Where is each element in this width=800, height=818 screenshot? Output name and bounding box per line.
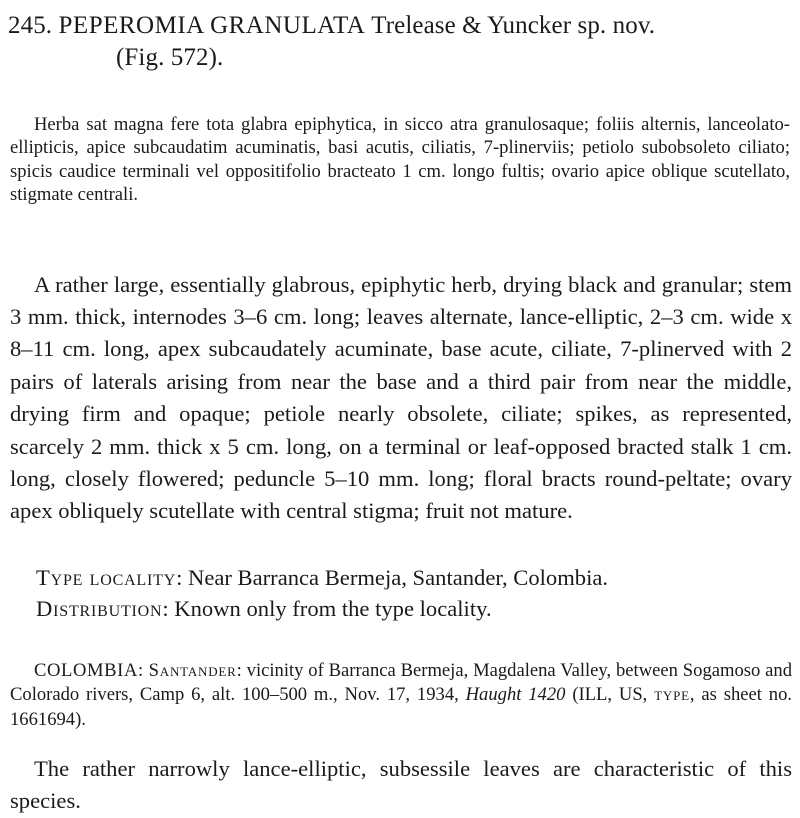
specimen-citation: COLOMBIA: Santander: vicinity of Barranca Bermeja, Magdalena Valley, between Sogamoso and Colorado rivers, Camp 6, alt. 100–500 m., Nov. 17, 1934, Haught 1420 (ILL, US, type, as sheet no. 1661694). (10, 659, 793, 730)
distribution-label: Distribution (36, 596, 163, 621)
specimen-region: Santander (148, 659, 237, 681)
latin-description: Herba sat magna fere tota glabra epiphytica, in sicco atra granulosaque; foliis alternis, lanceolato-ellipticis, apice subcaudatim acuminatis, basi acutis, ciliatis, 7-plinerviis; petiolo subobsoleto ciliato; spicis caudice terminali vel oppositifolio bracteato 1 cm. longo fultis; ovario apice oblique scutellato, stigmate centrali. (10, 113, 790, 206)
type-locality-label: Type locality (36, 565, 177, 590)
specimen-country: COLOMBIA: (34, 659, 144, 681)
distribution-value: Known only from the type locality. (174, 596, 492, 621)
specimen-sheet: as sheet no. 1661694). (10, 684, 793, 730)
distribution: Distribution: Known only from the type locality. (36, 596, 492, 621)
species-number: 245. (8, 12, 53, 39)
specimen-type-word: type (654, 684, 690, 706)
species-name: PEPEROMIA GRANULATA (58, 12, 366, 39)
species-heading (8, 10, 792, 74)
type-locality-value: Near Barranca Bermeja, Santander, Colombia. (188, 565, 609, 590)
specimen-collector: Haught 1420 (465, 684, 566, 706)
specimen-locality: vicinity of Barranca Bermeja, Magdalena Valley, between Sogamoso and Colorado rivers, Camp 6, alt. 100–500 m., Nov. 17, 1934, (10, 659, 792, 706)
specimen-herbaria: (ILL, US, (572, 684, 648, 706)
closing-note: The rather narrowly lance-elliptic, subsessile leaves are characteristic of this species. (10, 755, 792, 814)
english-description: A rather large, essentially glabrous, epiphytic herb, drying black and granular; stem 3 mm. thick, internodes 3–6 cm. long; leaves alternate, lance-elliptic, 2–3 cm. wide x 8–11 cm. long, apex subcaudately acuminate, base acute, ciliate, 7-plinerved with 2 pairs of laterals arising from near the base and a third pair from near the middle, drying firm and opaque; petiole nearly obsolete, ciliate; spikes, as represented, scarcely 2 mm. thick x 5 cm. long, on a terminal or leaf-opposed bracted stalk 1 cm. long, closely flowered; peduncle 5–10 mm. long; floral bracts round-peltate; ovary apex obliquely scutellate with central stigma; fruit not mature. (10, 271, 792, 524)
type-locality: Type locality: Near Barranca Bermeja, Santander, Colombia. (36, 565, 609, 590)
figure-reference: (Fig. 572). (116, 44, 224, 71)
species-authority: Trelease & Yuncker sp. nov. (371, 12, 656, 39)
